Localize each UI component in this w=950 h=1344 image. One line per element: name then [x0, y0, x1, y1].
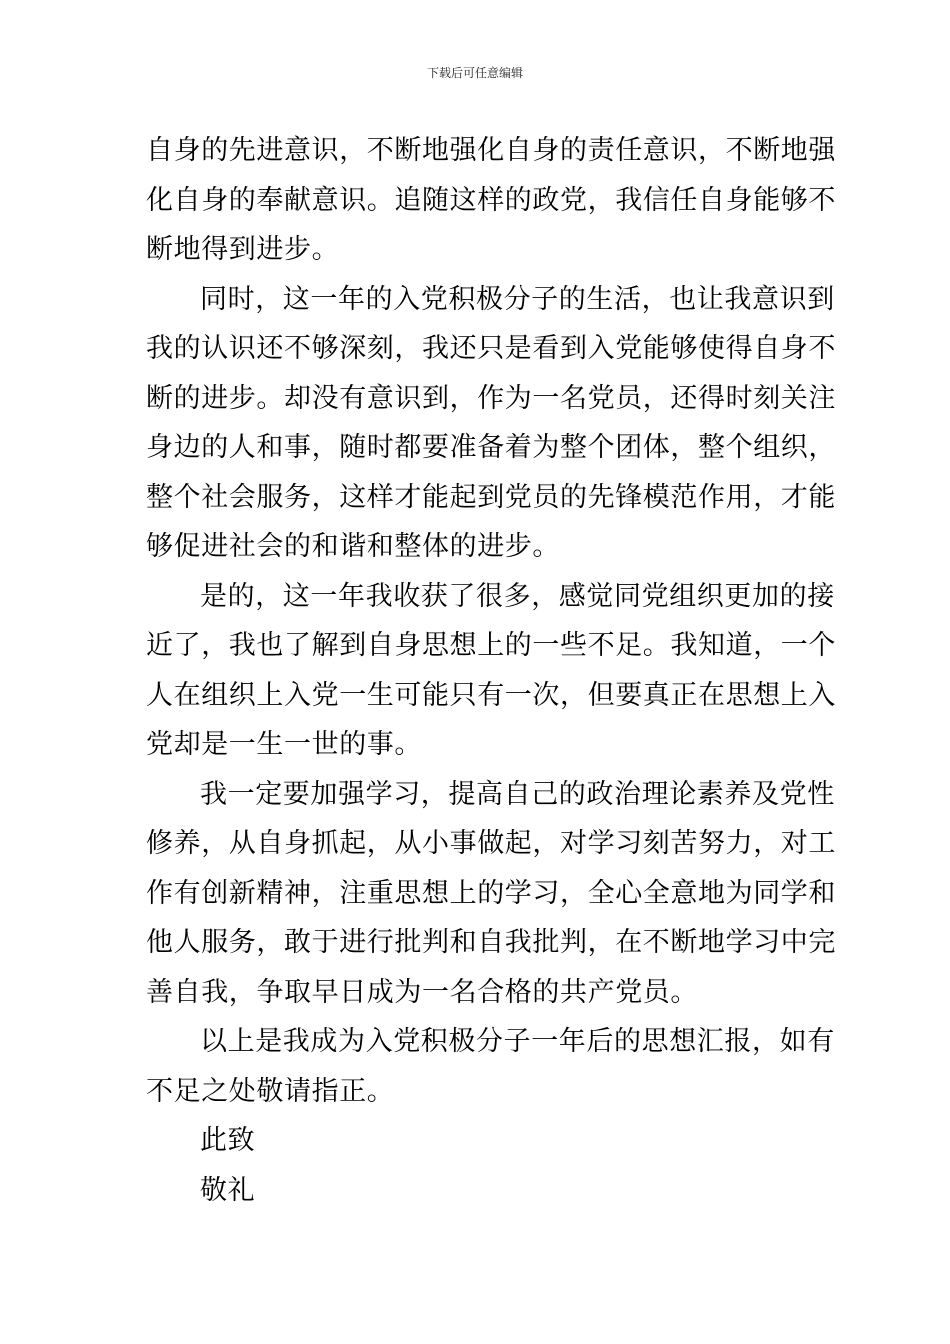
document-body	[146, 126, 836, 1215]
body-line: 不足之处敬请指正。	[146, 1075, 395, 1107]
body-line: 化自身的奉献意识。追随这样的政党，我信任自身能够不	[146, 184, 836, 216]
body-line: 同时，这一年的入党积极分子的生活，也让我意识到	[200, 283, 835, 315]
body-line: 我一定要加强学习，提高自己的政治理论素养及党性	[200, 778, 835, 810]
body-line: 党却是一生一世的事。	[146, 729, 422, 760]
body-line: 断地得到进步。	[146, 234, 340, 265]
body-line: 我的认识还不够深刻，我还只是看到入党能够使得自身不	[146, 333, 836, 364]
page-header: 下载后可任意编辑	[426, 66, 523, 80]
body-line: 近了，我也了解到自身思想上的一些不足。我知道，一个	[146, 630, 836, 661]
body-line: 整个社会服务，这样才能起到党员的先锋模范作用，才能	[146, 481, 836, 513]
closing-regards: 敬礼	[200, 1174, 256, 1206]
body-line: 够促进社会的和谐和整体的进步。	[146, 531, 560, 562]
closing-salutation: 此致	[200, 1125, 256, 1156]
body-line: 是的，这一年我收获了很多，感觉同党组织更加的接	[200, 580, 835, 612]
body-line: 断的进步。却没有意识到，作为一名党员，还得时刻关注	[146, 382, 836, 414]
body-line: 作有创新精神，注重思想上的学习，全心全意地为同学和	[146, 877, 836, 909]
body-line: 以上是我成为入党积极分子一年后的思想汇报，如有	[200, 1026, 835, 1057]
body-line: 他人服务，敢于进行批判和自我批判，在不断地学习中完	[146, 927, 836, 958]
body-line: 身边的人和事，随时都要准备着为整个团体，整个组织，	[146, 432, 836, 463]
body-line: 善自我，争取早日成为一名合格的共产党员。	[146, 976, 698, 1008]
body-line: 自身的先进意识，不断地强化自身的责任意识，不断地强	[146, 135, 836, 166]
body-line: 人在组织上入党一生可能只有一次，但要真正在思想上入	[146, 679, 836, 711]
body-line: 修养，从自身抓起，从小事做起，对学习刻苦努力，对工	[146, 828, 836, 859]
